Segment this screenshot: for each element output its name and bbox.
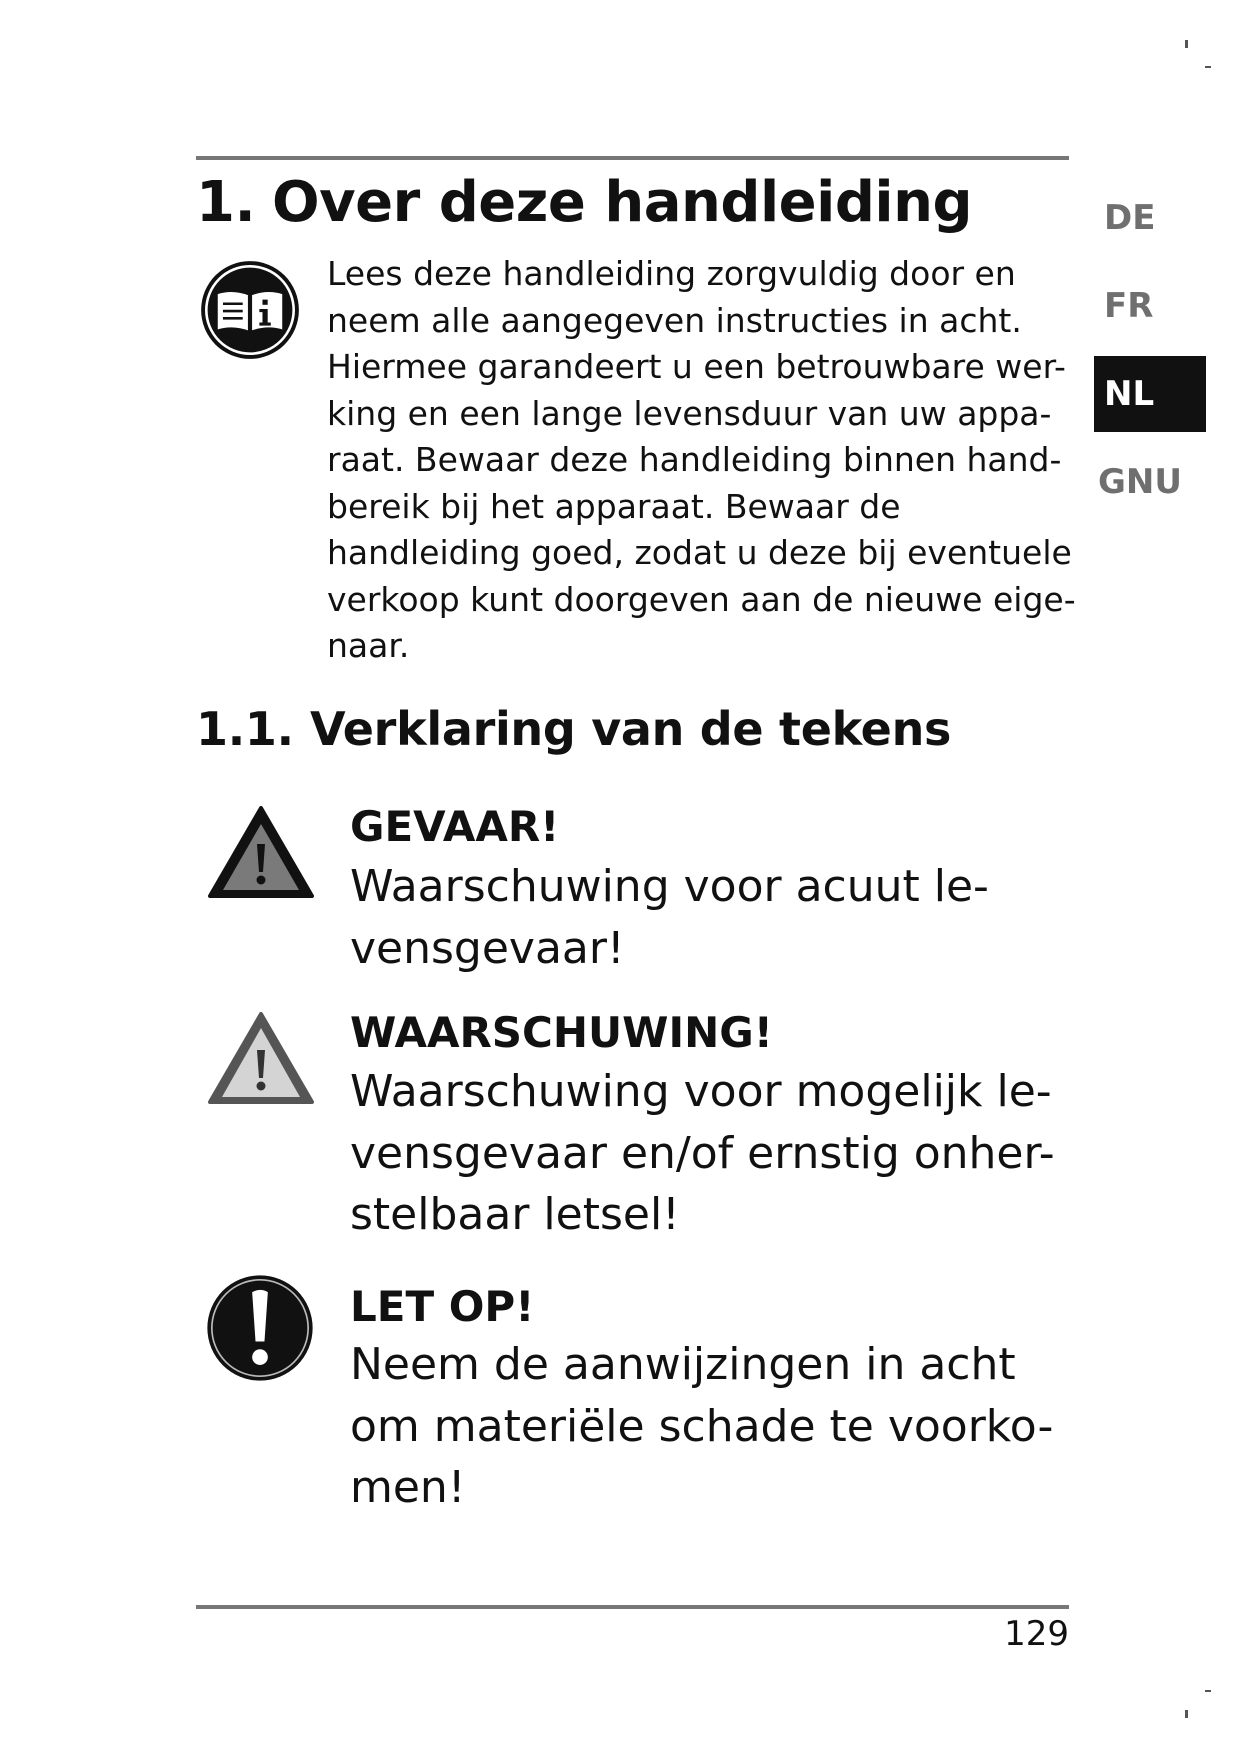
warning-title: WAARSCHUWING! [350,1008,773,1057]
intro-line: handleiding goed, zodat u deze bij eventuele [327,533,1072,572]
subsection-heading [196,702,951,756]
attention-title: LET OP! [350,1282,535,1331]
manual-info-icon [198,258,302,362]
section-number: 1. [196,170,256,235]
intro-line: Hiermee garandeert u een betrouwbare wer- [327,347,1066,386]
attention-line: Neem de aanwijzingen in acht [350,1339,1016,1390]
warning-line: vensgevaar en/of ernstig onher- [350,1127,1055,1179]
subsection-number: 1.1. [196,702,294,756]
attention-line: om materiële schade te voorko- [350,1400,1054,1452]
crop-mark [1185,1710,1188,1718]
danger-line: Waarschuwing voor acuut le- [350,861,989,912]
warning-text [350,1061,1055,1246]
intro-line: Lees deze handleiding zorgvuldig door en [327,254,1016,293]
bottom-rule [196,1605,1069,1609]
language-tab-de[interactable]: DE [1104,198,1156,238]
intro-line: naar. [327,626,410,665]
attention-exclamation-icon [204,1272,316,1384]
section-title: Over deze handleiding [272,170,973,235]
intro-line: bereik bij het apparaat. Bewaar de [327,486,901,526]
crop-mark [1205,66,1211,68]
danger-text [350,856,989,979]
warning-triangle-icon [206,1010,316,1110]
top-rule [196,156,1069,160]
danger-line: vensgevaar! [350,922,625,974]
subsection-title: Verklaring van de tekens [310,702,952,756]
warning-line: stelbaar letsel! [350,1189,680,1240]
language-tab-fr[interactable]: FR [1104,286,1154,326]
language-tab-gnu[interactable]: GNU [1098,462,1182,502]
page-number: 129 [1004,1614,1069,1654]
intro-line: verkoop kunt doorgeven aan de nieuwe eige- [327,579,1076,619]
attention-line: men! [350,1462,466,1513]
crop-mark [1205,1690,1211,1692]
language-tab-nl[interactable]: NL [1094,356,1206,432]
intro-paragraph [327,251,1077,670]
intro-line: raat. Bewaar deze handleiding binnen hand- [327,440,1062,479]
danger-title: GEVAAR! [350,802,560,851]
attention-text [350,1334,1053,1519]
crop-mark [1185,40,1188,48]
section-heading [196,170,972,235]
intro-line: neem alle aangegeven instructies in acht. [327,300,1022,340]
warning-line: Waarschuwing voor mogelijk le- [350,1066,1052,1117]
intro-line: king en een lange levensduur van uw appa- [327,393,1052,433]
danger-triangle-icon [206,804,316,904]
